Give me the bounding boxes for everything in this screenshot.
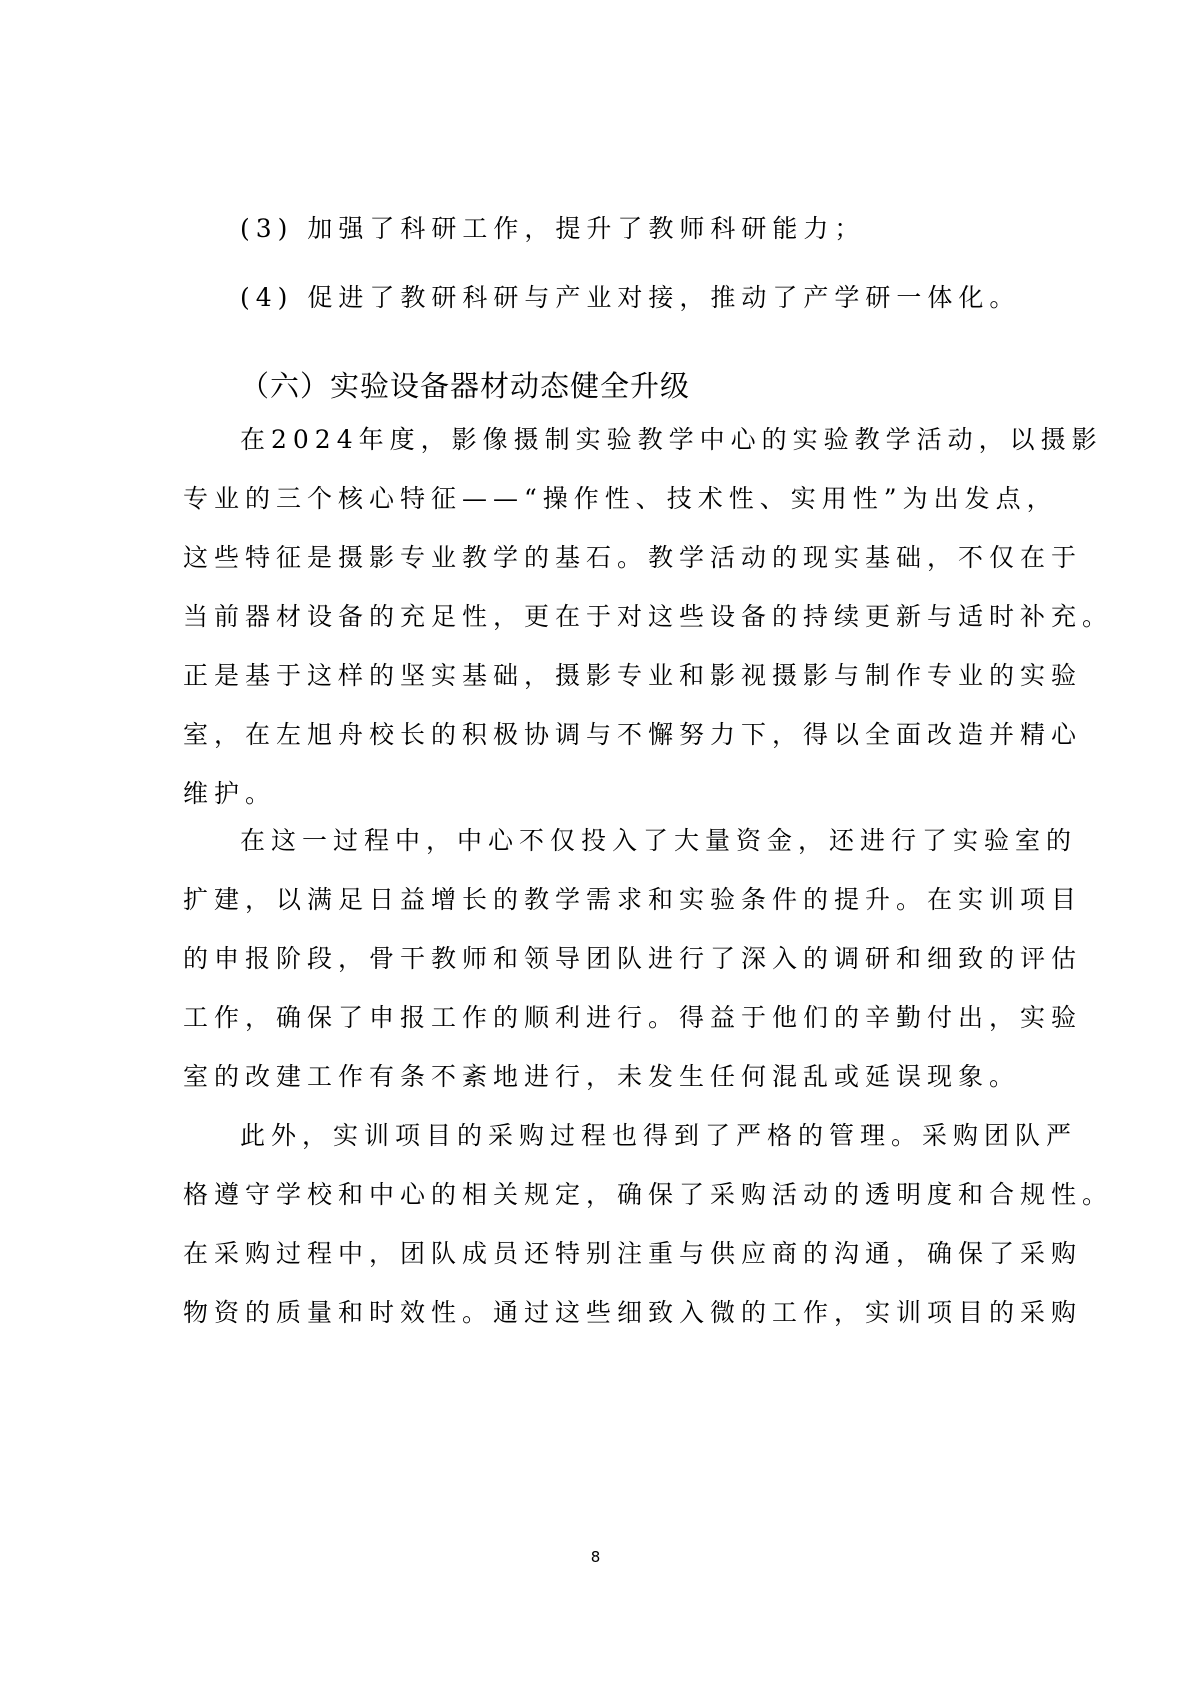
paragraph-line: 扩建，以满足日益增长的教学需求和实验条件的提升。在实训项目 — [183, 885, 1083, 914]
list-item-4: (4) 促进了教研科研与产业对接，推动了产学研一体化。 — [240, 283, 1021, 312]
paragraph-line: 在2024年度，影像摄制实验教学中心的实验教学活动，以摄影 — [240, 425, 1103, 454]
paragraph-line: 专业的三个核心特征——“操作性、技术性、实用性”为出发点， — [183, 484, 1058, 513]
paragraph-line: 此外，实训项目的采购过程也得到了严格的管理。采购团队严 — [240, 1121, 1078, 1150]
paragraph-line: 当前器材设备的充足性，更在于对这些设备的持续更新与适时补充。 — [183, 602, 1114, 631]
paragraph-line: 在这一过程中，中心不仅投入了大量资金，还进行了实验室的 — [240, 826, 1078, 855]
paragraph-line: 正是基于这样的坚实基础，摄影专业和影视摄影与制作专业的实验 — [183, 661, 1083, 690]
paragraph-line: 室的改建工作有条不紊地进行，未发生任何混乱或延误现象。 — [183, 1062, 1021, 1091]
paragraph-line: 的申报阶段，骨干教师和领导团队进行了深入的调研和细致的评估 — [183, 944, 1083, 973]
paragraph-line: 这些特征是摄影专业教学的基石。教学活动的现实基础，不仅在于 — [183, 543, 1083, 572]
paragraph-3 — [183, 1106, 1114, 1342]
paragraph-2 — [183, 811, 1083, 1106]
paragraph-line: 格遵守学校和中心的相关规定，确保了采购活动的透明度和合规性。 — [183, 1180, 1114, 1209]
paragraph-line: 在采购过程中，团队成员还特别注重与供应商的沟通，确保了采购 — [183, 1239, 1083, 1268]
section-heading: （六）实验设备器材动态健全升级 — [240, 369, 691, 403]
paragraph-line: 工作，确保了申报工作的顺利进行。得益于他们的辛勤付出，实验 — [183, 1003, 1083, 1032]
page-number: 8 — [590, 1548, 601, 1566]
paragraph-line: 物资的质量和时效性。通过这些细致入微的工作，实训项目的采购 — [183, 1298, 1083, 1327]
paragraph-line: 室，在左旭舟校长的积极协调与不懈努力下，得以全面改造并精心 — [183, 720, 1083, 749]
paragraph-line: 维护。 — [183, 779, 277, 808]
list-item-3: (3) 加强了科研工作，提升了教师科研能力； — [240, 214, 866, 243]
paragraph-1 — [183, 410, 1114, 823]
